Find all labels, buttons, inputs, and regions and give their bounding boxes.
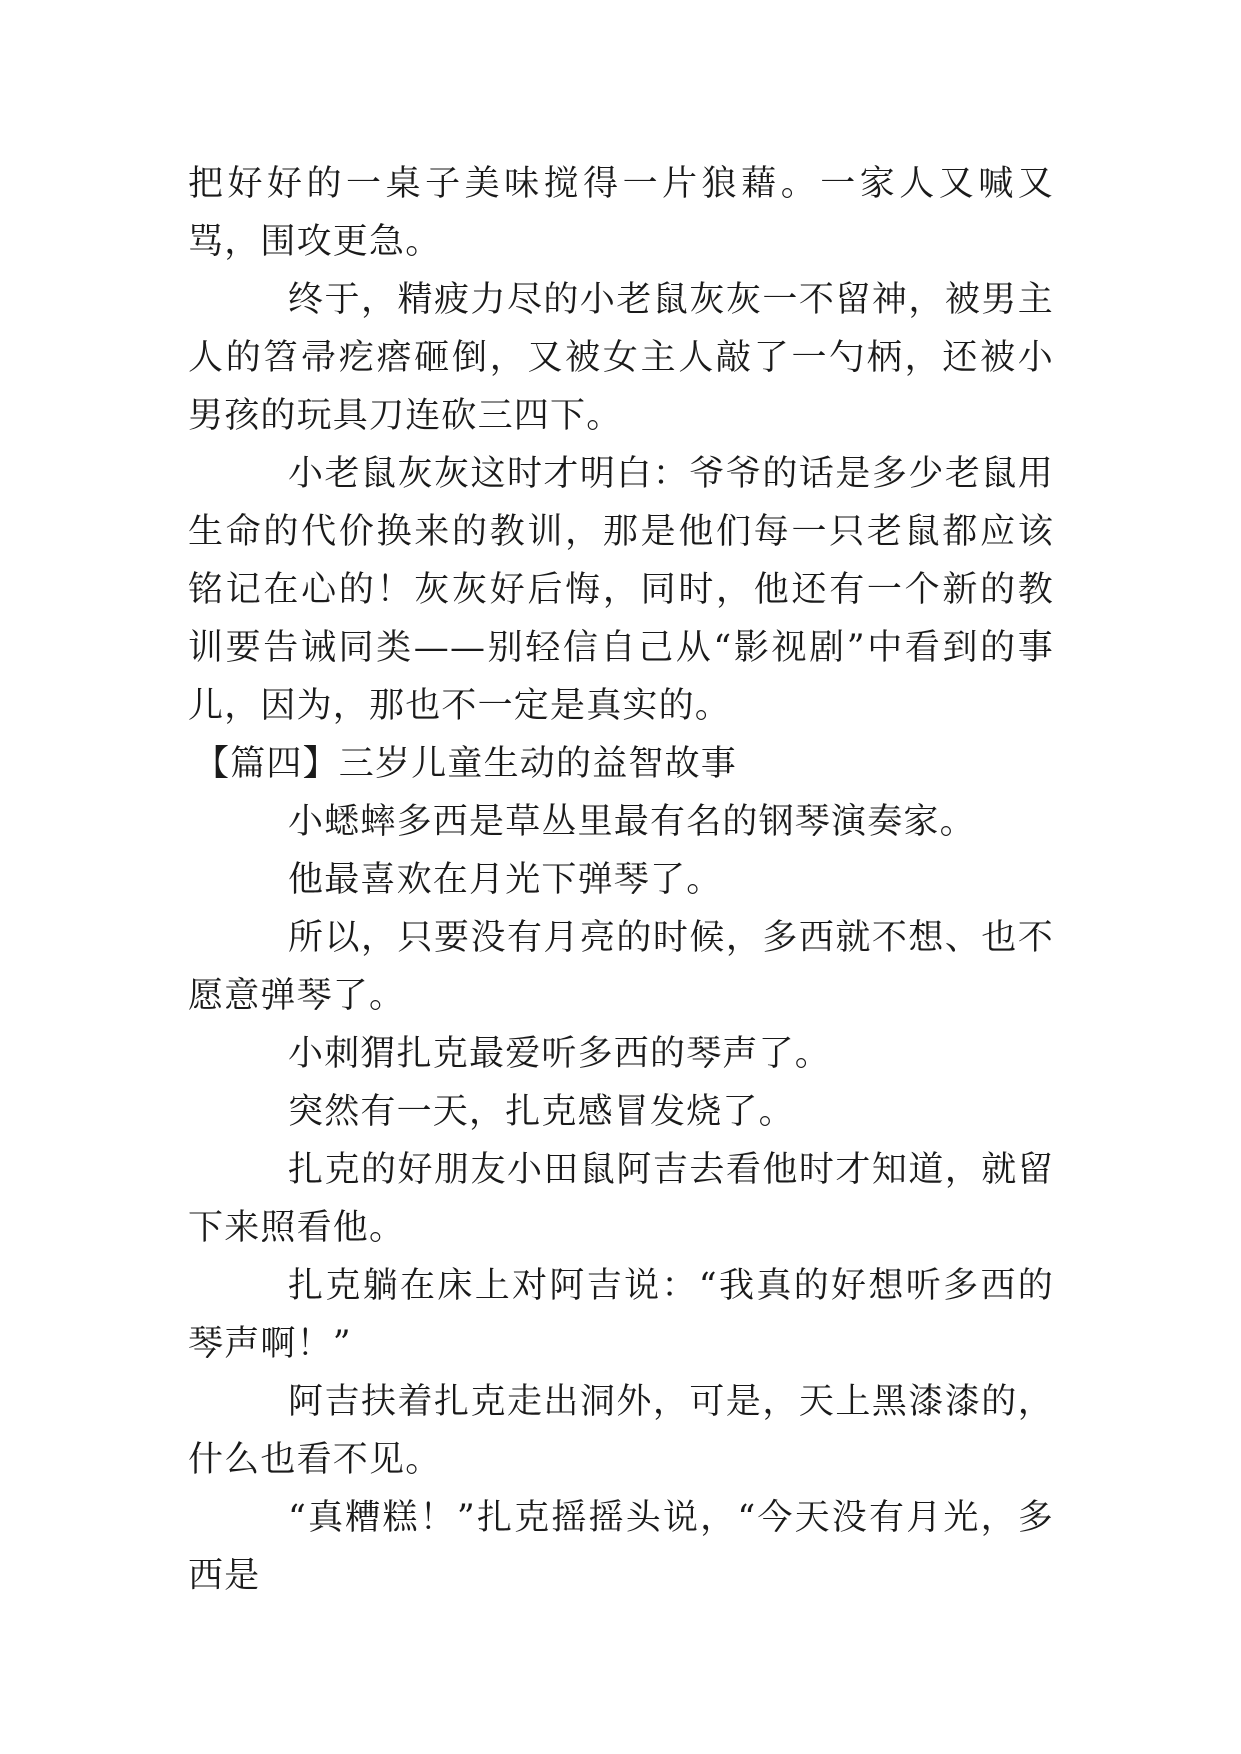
- paragraph: 扎克躺在床上对阿吉说：“我真的好想听多西的琴声啊！”: [188, 1266, 1054, 1364]
- paragraph: 小老鼠灰灰这时才明白：爷爷的话是多少老鼠用生命的代价换来的教训，那是他们每一只老鼠都应该铭记在心的！灰灰好后悔，同时，他还有一个新的教训要告诫同类——别轻信自己从“影视剧”中看到的事儿，因为，那也不一定是真实的。: [188, 454, 1054, 726]
- paragraph: 所以，只要没有月亮的时候，多西就不想、也不愿意弹琴了。: [188, 918, 1054, 1016]
- paragraph: 扎克的好朋友小田鼠阿吉去看他时才知道，就留下来照看他。: [188, 1150, 1054, 1248]
- paragraph: 突然有一天，扎克感冒发烧了。: [288, 1092, 795, 1132]
- paragraph: “真糟糕！”扎克摇摇头说，“今天没有月光，多西是: [188, 1498, 1054, 1596]
- paragraph: 阿吉扶着扎克走出洞外，可是，天上黑漆漆的，什么也看不见。: [188, 1382, 1054, 1480]
- paragraph: 把好好的一桌子美味搅得一片狼藉。一家人又喊又骂，围攻更急。: [188, 164, 1054, 262]
- document-body: [188, 155, 1054, 1605]
- paragraph: 小刺猬扎克最爱听多西的琴声了。: [288, 1034, 832, 1074]
- paragraph: 小蟋蟀多西是草丛里最有名的钢琴演奏家。: [288, 802, 976, 842]
- paragraph: 他最喜欢在月光下弹琴了。: [288, 860, 723, 900]
- paragraph: 终于，精疲力尽的小老鼠灰灰一不留神，被男主人的笤帚疙瘩砸倒，又被女主人敲了一勺柄，还被小男孩的玩具刀连砍三四下。: [188, 280, 1054, 436]
- section-heading: 【篇四】三岁儿童生动的益智故事: [194, 744, 738, 784]
